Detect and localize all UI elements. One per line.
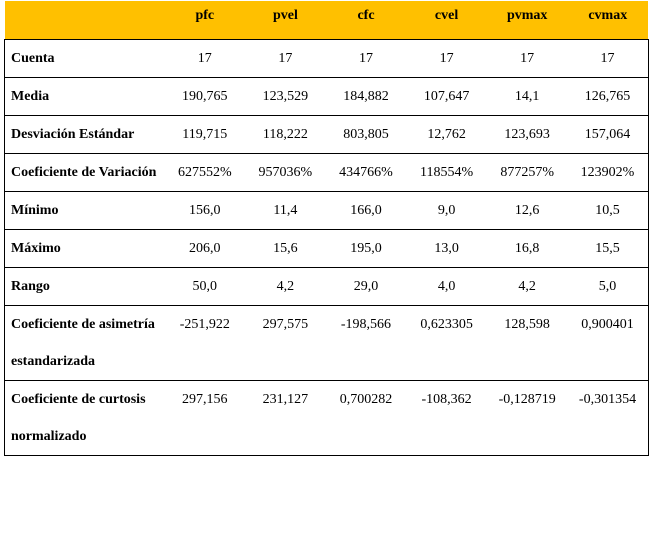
table-body: [5, 39, 649, 455]
header-cvmax: cvmax: [567, 1, 648, 39]
table-row-media: [5, 77, 649, 115]
table-row-coef-variacion: [5, 153, 649, 191]
table-cell: 29,0: [326, 267, 407, 305]
table-cell: -0,128719: [487, 380, 568, 455]
table-cell: 17: [326, 39, 407, 77]
table-cell: 0,700282: [326, 380, 407, 455]
table-cell: 877257%: [487, 153, 568, 191]
table-cell: 4,2: [487, 267, 568, 305]
table-cell: 4,2: [245, 267, 326, 305]
table-cell: 9,0: [406, 191, 487, 229]
table-cell: -198,566: [326, 305, 407, 380]
row-label: Media: [5, 77, 165, 115]
table-cell: 118,222: [245, 115, 326, 153]
table-cell: 15,5: [567, 229, 648, 267]
header-pvel: pvel: [245, 1, 326, 39]
table-cell: 10,5: [567, 191, 648, 229]
table-cell: 12,762: [406, 115, 487, 153]
table-cell: 627552%: [165, 153, 246, 191]
table-cell: 156,0: [165, 191, 246, 229]
table-row-rango: [5, 267, 649, 305]
table-cell: 13,0: [406, 229, 487, 267]
table-cell: 206,0: [165, 229, 246, 267]
row-label: Máximo: [5, 229, 165, 267]
table-cell: 50,0: [165, 267, 246, 305]
table-cell: 16,8: [487, 229, 568, 267]
row-label: Coeficiente de asimetría estandarizada: [5, 305, 165, 380]
table-cell: 128,598: [487, 305, 568, 380]
row-label: Coeficiente de Variación: [5, 153, 165, 191]
table-cell: 190,765: [165, 77, 246, 115]
table-row-cuenta: [5, 39, 649, 77]
table-row-asimetria: [5, 305, 649, 380]
table-cell: 195,0: [326, 229, 407, 267]
table-row-desviacion: [5, 115, 649, 153]
table-cell: 17: [487, 39, 568, 77]
table-cell: 297,575: [245, 305, 326, 380]
row-label: Mínimo: [5, 191, 165, 229]
table-cell: 17: [245, 39, 326, 77]
table-row-maximo: [5, 229, 649, 267]
table-cell: 157,064: [567, 115, 648, 153]
table-cell: 166,0: [326, 191, 407, 229]
header-cfc: cfc: [326, 1, 407, 39]
table-cell: 231,127: [245, 380, 326, 455]
table-cell: 15,6: [245, 229, 326, 267]
table-row-curtosis: [5, 380, 649, 455]
row-label: Cuenta: [5, 39, 165, 77]
table-cell: 12,6: [487, 191, 568, 229]
table-row-minimo: [5, 191, 649, 229]
table-cell: 17: [406, 39, 487, 77]
table-cell: 4,0: [406, 267, 487, 305]
table-cell: 118554%: [406, 153, 487, 191]
table-cell: 126,765: [567, 77, 648, 115]
table-cell: 123,693: [487, 115, 568, 153]
row-label: Rango: [5, 267, 165, 305]
table-header: [5, 1, 649, 39]
table-cell: 297,156: [165, 380, 246, 455]
table-cell: 434766%: [326, 153, 407, 191]
table-cell: 5,0: [567, 267, 648, 305]
table-cell: -0,301354: [567, 380, 648, 455]
table-cell: 123902%: [567, 153, 648, 191]
table-cell: 17: [165, 39, 246, 77]
row-label: Coeficiente de curtosis normalizado: [5, 380, 165, 455]
table-cell: 107,647: [406, 77, 487, 115]
table-cell: 123,529: [245, 77, 326, 115]
header-pfc: pfc: [165, 1, 246, 39]
table-cell: 184,882: [326, 77, 407, 115]
header-blank-cell: [5, 1, 165, 39]
table-cell: 957036%: [245, 153, 326, 191]
header-row: [5, 1, 649, 39]
header-pvmax: pvmax: [487, 1, 568, 39]
table-cell: 119,715: [165, 115, 246, 153]
table-cell: -251,922: [165, 305, 246, 380]
table-cell: 0,900401: [567, 305, 648, 380]
table-cell: 11,4: [245, 191, 326, 229]
table-cell: 17: [567, 39, 648, 77]
table-cell: 0,623305: [406, 305, 487, 380]
table-cell: 14,1: [487, 77, 568, 115]
table-cell: -108,362: [406, 380, 487, 455]
row-label: Desviación Estándar: [5, 115, 165, 153]
table-cell: 803,805: [326, 115, 407, 153]
header-cvel: cvel: [406, 1, 487, 39]
statistics-table: [4, 1, 649, 456]
